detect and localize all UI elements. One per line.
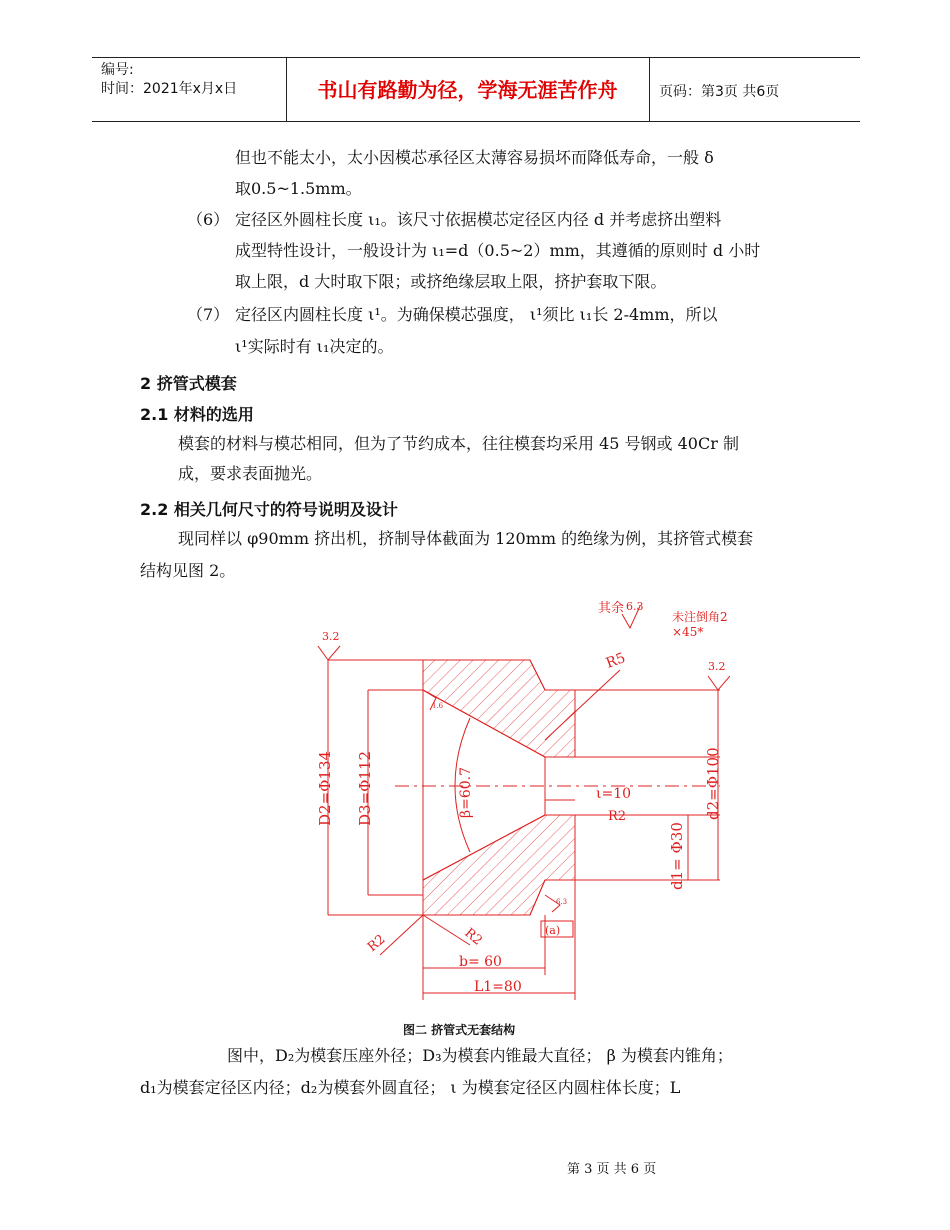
list-item-number: （6） [187, 210, 230, 229]
header-top-rule [92, 57, 860, 58]
dim-D2-label: D2=Φ134 [316, 750, 334, 826]
paragraph-line: 现同样以 φ90mm 挤出机，挤制导体截面为 120mm 的绝缘为例，其挤管式模套 [178, 529, 754, 548]
chamfer-note-line1: 未注倒角2 [672, 610, 728, 624]
list-item-line: ι¹实际时有 ι₁决定的。 [235, 337, 394, 356]
small-roughness-1: 1.6 [432, 702, 444, 710]
paragraph-line: d₁为模套定径区内径；d₂为模套外圆直径； ι 为模套定径区内圆柱体长度；L [140, 1078, 681, 1097]
roughness-right-value: 3.2 [708, 660, 726, 673]
page-footer: 第 3 页 共 6 页 [567, 1162, 657, 1177]
section-heading: 2 挤管式模套 [140, 374, 237, 393]
r2-lower-label-a: R2 [364, 931, 389, 956]
list-item-number: （7） [187, 305, 230, 324]
roughness-symbol-right [708, 676, 730, 690]
header-divider-right [649, 57, 650, 121]
paragraph-line: 图中，D₂为模套压座外径；D₃为模套内锥最大直径； β 为模套内锥角； [227, 1046, 733, 1065]
small-roughness-2: 6.3 [556, 898, 568, 906]
r5-label: R5 [603, 650, 628, 672]
dim-L1-label: L1=80 [474, 979, 522, 995]
dim-D3-label: D3=Φ112 [356, 750, 374, 826]
rest-label: 其余 [598, 601, 625, 616]
header-number-label: 编号: [101, 62, 134, 78]
r2-lower-label-b: R2 [461, 925, 485, 949]
roughness-left-value: 3.2 [322, 630, 340, 643]
list-item-line: 定径区内圆柱长度 ι¹。为确保模芯强度， ι¹须比 ι₁长 2-4mm，所以 [235, 305, 718, 324]
list-item-line: 定径区外圆柱长度 ι₁。该尺寸依据模芯定径区内径 d 并考虑挤出塑料 [235, 210, 722, 229]
r2-upper-label: R2 [608, 809, 627, 824]
chamfer-note-line2: ×45* [672, 625, 704, 639]
paragraph-line: 但也不能太小，太小因模芯承径区太薄容易损坏而降低寿命，一般 δ [235, 148, 714, 167]
a-mark: (a) [545, 924, 561, 937]
figure-caption: 图二 挤管式无套结构 [403, 1023, 516, 1037]
subsection-heading: 2.1 材料的选用 [140, 405, 254, 424]
land-length-label: ι=10 [596, 786, 632, 802]
header-bottom-rule [92, 121, 860, 122]
list-item-line: 取上限，d 大时取下限；或挤绝缘层取上限，挤护套取下限。 [235, 272, 667, 291]
beta-label: β=60.7 [458, 767, 474, 818]
paragraph-line: 模套的材料与模芯相同，但为了节约成本，往往模套均采用 45 号钢或 40Cr 制 [178, 434, 739, 453]
list-item-line: 成型特性设计，一般设计为 ι₁=d（0.5~2）mm，其遵循的原则时 d 小时 [235, 241, 761, 260]
dim-b-label: b= 60 [459, 954, 502, 970]
roughness-symbol-left [318, 646, 340, 660]
rest-roughness: 6.3 [626, 600, 644, 613]
header-motto: 书山有路勤为径，学海无涯苦作舟 [317, 78, 618, 102]
header-time-label: 时间：2021年x月x日 [101, 81, 238, 97]
dim-d2-label: d2=Φ100 [704, 747, 722, 820]
upper-section-hatch [423, 660, 575, 757]
die-sleeve-drawing [290, 590, 730, 1010]
paragraph-line: 取0.5~1.5mm。 [235, 179, 362, 198]
header-page-info: 页码：第3页 共6页 [659, 84, 780, 100]
subsection-heading: 2.2 相关几何尺寸的符号说明及设计 [140, 500, 398, 519]
dim-d1-label: d1= Φ30 [668, 822, 686, 890]
paragraph-line: 结构见图 2。 [140, 561, 236, 580]
paragraph-line: 成，要求表面抛光。 [178, 464, 323, 483]
